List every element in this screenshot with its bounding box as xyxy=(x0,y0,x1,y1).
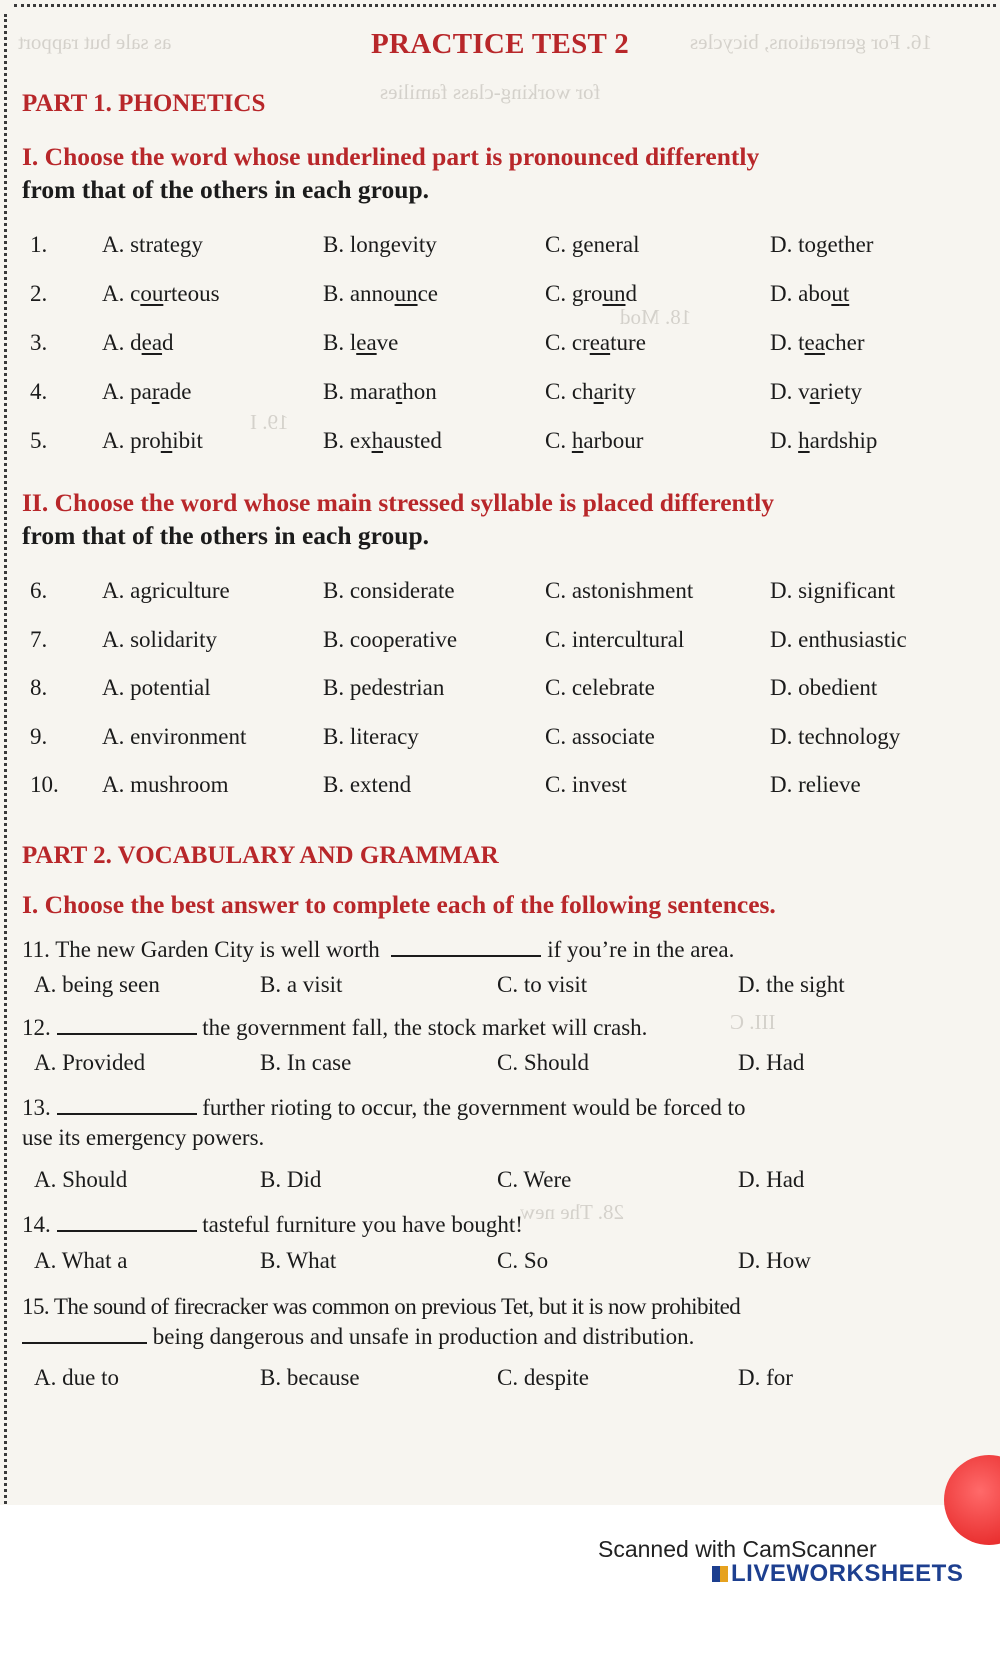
stress-option-a[interactable]: A. potential xyxy=(102,675,211,700)
stress-option-a[interactable]: A. environment xyxy=(102,723,247,749)
phonetics-option-b[interactable]: B. exhausted xyxy=(323,428,442,453)
phonetics-number: 3. xyxy=(30,330,48,355)
stress-option-a[interactable]: A. mushroom xyxy=(102,772,229,797)
stress-option-c[interactable]: C. invest xyxy=(545,772,627,797)
phonetics-number: 5. xyxy=(30,428,48,453)
phonetics-row xyxy=(0,281,1000,315)
stress-number: 6. xyxy=(30,578,48,603)
underlined-letters: h xyxy=(160,428,173,453)
stress-option-b[interactable]: B. considerate xyxy=(323,578,455,603)
phonetics-row xyxy=(0,379,1000,413)
q14-option-a[interactable]: A. What a xyxy=(34,1248,128,1273)
q14-option-b[interactable]: B. What xyxy=(260,1248,337,1273)
bleed-through-text: as sale but rapport xyxy=(18,30,172,54)
phonetics-option-c[interactable]: C. general xyxy=(545,232,640,257)
question-11 xyxy=(22,935,997,965)
underlined-letters: h xyxy=(571,428,584,453)
q12-options xyxy=(0,1050,1000,1082)
q15-option-a[interactable]: A. due to xyxy=(34,1365,119,1390)
q14-option-d[interactable]: D. How xyxy=(738,1248,811,1273)
bleed-through-text: 19. I xyxy=(250,410,289,434)
q14-option-c[interactable]: C. So xyxy=(497,1248,549,1273)
page-title: PRACTICE TEST 2 xyxy=(370,28,630,60)
q15-option-c[interactable]: C. despite xyxy=(497,1365,589,1390)
phonetics-option-a[interactable]: A. courteous xyxy=(102,281,220,306)
section1-instructions xyxy=(22,140,992,206)
phonetics-option-c[interactable]: C. harbour xyxy=(545,428,644,453)
brand-name: LIVEWORKSHEETS xyxy=(731,1560,964,1587)
q11-text-pre: 11. The new Garden City is well worth xyxy=(22,937,380,962)
q12-text-pre: 12. xyxy=(22,1015,51,1040)
stress-option-d[interactable]: D. technology xyxy=(770,723,901,749)
phonetics-option-a[interactable]: A. prohibit xyxy=(102,428,203,453)
part1-heading: PART 1. PHONETICS xyxy=(22,90,266,117)
section2-line1: II. Choose the word whose main stressed syllable is placed differently xyxy=(22,488,775,517)
part2-heading: PART 2. VOCABULARY AND GRAMMAR xyxy=(22,842,499,869)
question-13 xyxy=(22,1093,997,1153)
underlined-letters: a xyxy=(593,379,604,404)
underlined-letters: r xyxy=(151,379,160,404)
stress-option-c[interactable]: C. astonishment xyxy=(545,578,694,603)
q14-blank[interactable] xyxy=(57,1210,197,1232)
dotted-border-top xyxy=(14,4,996,7)
bleed-through-text: 18. Mod xyxy=(620,305,692,329)
phonetics-row xyxy=(0,428,1000,462)
bleed-through-text: 28. The new xyxy=(520,1200,625,1224)
stress-option-a[interactable]: A. solidarity xyxy=(102,626,217,652)
phonetics-number: 4. xyxy=(30,379,48,404)
stress-option-d[interactable]: D. enthusiastic xyxy=(770,626,907,652)
q12-option-b[interactable]: B. In case xyxy=(260,1050,352,1075)
q13-option-a[interactable]: A. Should xyxy=(34,1167,128,1192)
underlined-letters: ea xyxy=(804,330,825,355)
scanner-watermark: Scanned with CamScanner xyxy=(598,1536,877,1562)
stress-number: 10. xyxy=(30,772,59,797)
stress-option-b[interactable]: B. pedestrian xyxy=(323,675,445,700)
underlined-letters: un xyxy=(602,281,626,306)
q15-text-line1: 15. The sound of firecracker was common on previous Tet, but it is now prohibited xyxy=(22,1294,741,1319)
question-14 xyxy=(22,1210,997,1240)
phonetics-option-b[interactable]: B. longevity xyxy=(323,232,437,257)
q11-text-post: if you’re in the area. xyxy=(541,937,735,962)
stress-option-d[interactable]: D. relieve xyxy=(770,772,861,797)
q11-blank[interactable] xyxy=(391,935,541,957)
section2-line2: from that of the others in each group. xyxy=(22,521,430,550)
underlined-letters: un xyxy=(394,281,418,306)
q13-option-c[interactable]: C. Were xyxy=(497,1167,572,1192)
phonetics-option-a[interactable]: A. parade xyxy=(102,379,192,404)
q15-option-d[interactable]: D. for xyxy=(738,1365,793,1390)
part2-section1-instructions: I. Choose the best answer to complete each of the following sentences. xyxy=(22,890,776,919)
q12-option-d[interactable]: D. Had xyxy=(738,1050,805,1075)
stress-number: 9. xyxy=(30,723,48,749)
phonetics-option-d[interactable]: D. together xyxy=(770,232,874,257)
q15-options xyxy=(0,1365,1000,1397)
q15-blank[interactable] xyxy=(22,1322,147,1344)
phonetics-option-d[interactable]: D. teacher xyxy=(770,330,865,355)
q15-text-post: being dangerous and unsafe in production and distribution. xyxy=(147,1324,695,1349)
stress-option-a[interactable]: A. agriculture xyxy=(102,578,230,603)
underlined-letters: h xyxy=(371,428,384,453)
q11-option-a[interactable]: A. being seen xyxy=(34,972,160,997)
question-12 xyxy=(22,1013,997,1043)
q11-option-b[interactable]: B. a visit xyxy=(260,972,343,997)
q14-text-pre: 14. xyxy=(22,1212,51,1237)
section1-line2: from that of the others in each group. xyxy=(22,175,430,204)
q13-options xyxy=(0,1167,1000,1199)
underlined-letters: ou xyxy=(140,281,164,306)
stress-option-d[interactable]: D. obedient xyxy=(770,675,878,700)
stress-row xyxy=(0,772,1000,806)
q11-options xyxy=(0,972,1000,1004)
stress-option-b[interactable]: B. literacy xyxy=(323,723,419,749)
red-page-marker xyxy=(944,1455,1000,1545)
phonetics-number: 2. xyxy=(30,281,48,306)
phonetics-option-d[interactable]: D. about xyxy=(770,281,850,306)
q12-text-post: the government fall, the stock market will crash. xyxy=(196,1015,648,1040)
q13-text-post: further rioting to occur, the government would be forced to xyxy=(196,1095,746,1120)
liveworksheets-icon xyxy=(712,1566,728,1582)
phonetics-option-c[interactable]: C. ground xyxy=(545,281,637,306)
phonetics-option-b[interactable]: B. leave xyxy=(323,330,399,355)
q14-text-post: tasteful furniture you have bought! xyxy=(196,1212,523,1237)
phonetics-option-d[interactable]: D. hardship xyxy=(770,428,878,453)
stress-option-b[interactable]: B. extend xyxy=(323,772,412,797)
phonetics-number: 1. xyxy=(30,232,48,257)
brand-logo xyxy=(712,1560,963,1588)
q14-options xyxy=(0,1248,1000,1280)
stress-row xyxy=(0,627,1000,661)
stress-row xyxy=(0,724,1000,758)
q13-option-d[interactable]: D. Had xyxy=(738,1167,805,1192)
q13-text-pre: 13. xyxy=(22,1095,51,1120)
stress-number: 7. xyxy=(30,626,48,652)
underlined-letters: h xyxy=(798,428,810,453)
phonetics-option-d[interactable]: D. variety xyxy=(770,379,862,404)
q13-text-line2: use its emergency powers. xyxy=(22,1125,265,1150)
q11-option-d[interactable]: D. the sight xyxy=(738,972,845,997)
phonetics-option-c[interactable]: C. creature xyxy=(545,330,646,355)
phonetics-option-a[interactable]: A. strategy xyxy=(102,232,203,257)
q11-option-c[interactable]: C. to visit xyxy=(497,972,588,997)
phonetics-row xyxy=(0,330,1000,364)
bleed-through-text: III. C xyxy=(730,1010,776,1034)
stress-option-c[interactable]: C. associate xyxy=(545,723,655,749)
phonetics-option-b[interactable]: B. marathon xyxy=(323,379,437,404)
stress-row xyxy=(0,675,1000,709)
phonetics-option-a[interactable]: A. dead xyxy=(102,330,174,355)
section1-line1: I. Choose the word whose underlined part is pronounced differently xyxy=(22,142,760,171)
bleed-through-text: for working-class families xyxy=(380,80,601,104)
underlined-letters: ea xyxy=(356,330,377,355)
question-15 xyxy=(22,1292,997,1352)
stress-option-d[interactable]: D. significant xyxy=(770,578,896,603)
underlined-letters: ea xyxy=(589,330,611,355)
q13-blank[interactable] xyxy=(57,1093,197,1115)
q13-option-b[interactable]: B. Did xyxy=(260,1167,322,1192)
q12-blank[interactable] xyxy=(57,1013,197,1035)
q15-option-b[interactable]: B. because xyxy=(260,1365,360,1390)
stress-option-c[interactable]: C. celebrate xyxy=(545,675,655,700)
phonetics-row xyxy=(0,232,1000,266)
section2-instructions xyxy=(22,486,992,552)
bleed-through-text: 16. For generations, bicycles xyxy=(690,30,933,54)
phonetics-option-c[interactable]: C. charity xyxy=(545,379,636,404)
stress-row xyxy=(0,578,1000,612)
q12-option-c[interactable]: C. Should xyxy=(497,1050,590,1075)
q12-option-a[interactable]: A. Provided xyxy=(34,1050,146,1075)
phonetics-option-b[interactable]: B. announce xyxy=(323,281,438,306)
stress-option-b[interactable]: B. cooperative xyxy=(323,626,458,652)
stress-option-c[interactable]: C. intercultural xyxy=(545,626,685,652)
underlined-letters: t xyxy=(395,379,403,404)
underlined-letters: ea xyxy=(141,330,163,355)
underlined-letters: a xyxy=(809,379,820,404)
stress-number: 8. xyxy=(30,675,48,700)
underlined-letters: ut xyxy=(831,281,850,306)
